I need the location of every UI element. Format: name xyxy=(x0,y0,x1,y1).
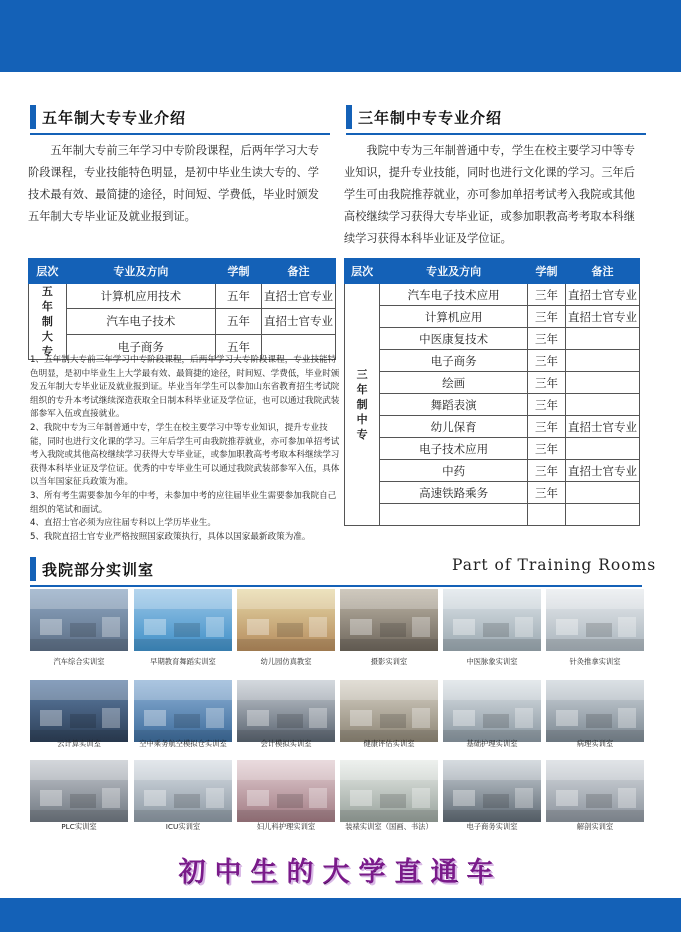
bottom-banner xyxy=(0,898,681,932)
years-cell: 三年 xyxy=(528,328,566,350)
training-room-photo xyxy=(443,760,541,822)
section-marker xyxy=(346,105,352,129)
training-room-caption: 装裱实训室（国画、书法） xyxy=(345,822,433,831)
years-cell: 三年 xyxy=(528,438,566,460)
major-cell: 高速铁路乘务 xyxy=(380,482,528,504)
major-cell: 绘画 xyxy=(380,372,528,394)
years-cell: 三年 xyxy=(528,460,566,482)
training-room-photo xyxy=(237,589,335,651)
training-room-caption: 基础护理实训室 xyxy=(466,739,518,748)
section-underline xyxy=(346,133,646,135)
note-cell: 直招士官专业 xyxy=(566,306,640,328)
section-marker xyxy=(30,105,36,129)
note-item: 3、所有考生需要参加今年的中考，未参加中考的应往届毕业生需要参加我院自己组织的笔试和面试。 xyxy=(30,490,337,515)
slogan: 初中生的大学直通车 xyxy=(178,857,503,888)
note-item: 2、我院中专为三年制普通中专，学生在校主要学习中等专业知识，提升专业技能，同时也进行文化课的学习。三年后学生可由我院推荐就业，亦可参加单招考试考入我院或其他高校继续学习获得大专毕业证，或参加职教高考考取本科继续学习获得本科毕业证及学位证。优秀的中专毕业生可以通过我院武装部参军入伍，具体以当年国家征兵政策为准。 xyxy=(30,422,340,488)
training-room-photo xyxy=(134,760,232,822)
three-year-table xyxy=(344,258,640,526)
header-major: 专业及方向 xyxy=(380,259,528,284)
major-cell: 计算机应用技术 xyxy=(66,284,215,309)
training-room-photo xyxy=(134,589,232,651)
note-item: 5、我院直招士官专业严格按照国家政策执行，具体以国家最新政策为准。 xyxy=(30,531,311,542)
five-year-title: 五年制大专专业介绍 xyxy=(42,108,187,127)
table-row xyxy=(345,438,640,460)
table-header-row xyxy=(29,259,336,284)
three-year-title: 三年制中专专业介绍 xyxy=(358,108,503,127)
years-cell: 三年 xyxy=(528,350,566,372)
note-cell: 直招士官专业 xyxy=(566,460,640,482)
five-year-section-header xyxy=(30,104,330,130)
note-cell: 直招士官专业 xyxy=(566,284,640,306)
years-cell: 三年 xyxy=(528,394,566,416)
training-room-photo xyxy=(30,760,128,822)
training-room-caption: 中医脉象实训室 xyxy=(466,657,518,666)
years-cell: 三年 xyxy=(528,482,566,504)
training-room-photo xyxy=(30,680,128,742)
major-cell: 中医康复技术 xyxy=(380,328,528,350)
table-row xyxy=(345,350,640,372)
intro-line: 五年制大专前三年学习中专阶段课程，后两年学习大专 xyxy=(50,144,319,157)
years-cell: 三年 xyxy=(528,416,566,438)
header-major: 专业及方向 xyxy=(66,259,215,284)
years-cell: 五年 xyxy=(216,334,262,359)
major-cell: 电子商务 xyxy=(66,334,215,359)
training-room-caption: 针灸推拿实训室 xyxy=(569,657,621,666)
table-header-row xyxy=(345,259,640,284)
table-row xyxy=(345,306,640,328)
level-cell xyxy=(345,284,380,526)
years-cell: 五年 xyxy=(216,309,262,334)
training-room-photo xyxy=(237,760,335,822)
intro-line: 我院中专为三年制普通中专，学生在校主要学习中等专 xyxy=(366,144,635,157)
training-room-photo xyxy=(546,760,644,822)
three-year-intro xyxy=(344,140,646,250)
table-row xyxy=(29,309,336,334)
five-year-table xyxy=(28,258,336,360)
intro-line: 学生可由我院推荐就业，亦可参加单招考试考入我院或其他 xyxy=(344,188,635,201)
major-cell: 计算机应用 xyxy=(380,306,528,328)
table-row xyxy=(345,394,640,416)
table-row xyxy=(345,328,640,350)
training-room-photo xyxy=(340,680,438,742)
training-room-caption: ICU实训室 xyxy=(165,822,201,831)
training-room-photo xyxy=(546,680,644,742)
major-cell: 汽车电子技术应用 xyxy=(380,284,528,306)
training-room-caption: 云计算实训室 xyxy=(57,739,101,748)
major-cell: 电子技术应用 xyxy=(380,438,528,460)
major-cell: 电子商务 xyxy=(380,350,528,372)
five-year-intro xyxy=(28,140,338,228)
intro-line: 五年制大专毕业证及就业报到证。 xyxy=(28,210,196,223)
top-banner xyxy=(0,0,681,72)
intro-line: 业知识，提升专业技能，同时也进行文化课的学习。三年后 xyxy=(344,166,635,179)
table-row xyxy=(345,416,640,438)
training-room-photo xyxy=(134,680,232,742)
training-title: 我院部分实训室 xyxy=(42,560,155,579)
table-row xyxy=(345,372,640,394)
header-note: 备注 xyxy=(566,259,640,284)
section-underline xyxy=(30,133,330,135)
training-room-photo xyxy=(546,589,644,651)
training-room-photo xyxy=(237,680,335,742)
note-item: 4、直招士官必须为应往届专科以上学历毕业生。 xyxy=(30,518,216,529)
level-text: 三年制中专 xyxy=(356,368,368,441)
note-cell xyxy=(566,438,640,460)
training-room-photo xyxy=(30,589,128,651)
years-cell: 三年 xyxy=(528,284,566,306)
three-year-section-header xyxy=(346,104,646,130)
level-text: 五年制大专 xyxy=(41,285,53,358)
training-room-caption: PLC实训室 xyxy=(61,822,97,831)
training-room-caption: 早期教育舞蹈实训室 xyxy=(150,657,216,666)
training-room-caption: 妇儿科护理实训室 xyxy=(256,822,316,831)
major-cell: 舞蹈表演 xyxy=(380,394,528,416)
note-cell xyxy=(566,394,640,416)
intro-line: 高校继续学习获得大专毕业证，或参加职教高考考取本科继 xyxy=(344,210,635,223)
notes-block xyxy=(30,354,340,544)
level-cell xyxy=(29,284,67,360)
note-item: 1、五年制大专前三年学习中专阶段课程，后两年学习大专阶段课程，专业技能特色明显，是初中毕业生上大学最有效、最简捷的途径，时间短、学费低，毕业时颁发五年制大专毕业证及就业报到证。毕业当年学生可以参加山东省教育招生考试院组织的专升本考试继续深造获取全日制本科毕业证及学位证，也可以通过我院武装部参军入伍或直接就业。 xyxy=(30,355,340,420)
training-room-photo xyxy=(340,760,438,822)
years-cell: 五年 xyxy=(216,284,262,309)
training-room-caption: 健康评估实训室 xyxy=(363,739,415,748)
intro-line: 技术最有效、最简捷的途径，时间短、学费低，毕业时颁发 xyxy=(28,188,319,201)
training-title-en: Part of Training Rooms xyxy=(452,556,657,574)
training-room-caption: 幼儿园仿真教室 xyxy=(260,657,312,666)
section-marker xyxy=(30,557,36,581)
intro-line: 续学习获得本科毕业证及学位证。 xyxy=(344,232,512,245)
training-room-photo xyxy=(443,680,541,742)
note-cell xyxy=(566,328,640,350)
note-cell xyxy=(566,504,640,526)
years-cell xyxy=(528,504,566,526)
header-years: 学制 xyxy=(216,259,262,284)
intro-line: 阶段课程，专业技能特色明显，是初中毕业生读大专的、学 xyxy=(28,166,319,179)
major-cell: 中药 xyxy=(380,460,528,482)
note-cell xyxy=(566,350,640,372)
training-room-caption: 摄影实训室 xyxy=(370,657,408,666)
note-cell: 直招士官专业 xyxy=(566,416,640,438)
note-cell: 直招士官专业 xyxy=(262,309,336,334)
table-row xyxy=(345,504,640,526)
training-room-photo xyxy=(443,589,541,651)
header-years: 学制 xyxy=(528,259,566,284)
table-row xyxy=(345,482,640,504)
major-cell: 汽车电子技术 xyxy=(66,309,215,334)
major-cell xyxy=(380,504,528,526)
header-level: 层次 xyxy=(345,259,380,284)
section-underline xyxy=(30,585,642,587)
training-room-caption: 汽车综合实训室 xyxy=(53,657,105,666)
training-room-caption: 电子商务实训室 xyxy=(466,822,518,831)
years-cell: 三年 xyxy=(528,372,566,394)
note-cell xyxy=(566,482,640,504)
header-note: 备注 xyxy=(262,259,336,284)
major-cell: 幼儿保育 xyxy=(380,416,528,438)
training-room-photo xyxy=(340,589,438,651)
training-room-caption: 病理实训室 xyxy=(576,739,614,748)
training-room-caption: 解剖实训室 xyxy=(576,822,614,831)
note-cell xyxy=(566,372,640,394)
header-level: 层次 xyxy=(29,259,67,284)
training-room-caption: 空中乘务航空模拟仓实训室 xyxy=(139,739,227,748)
training-room-caption: 会计模拟实训室 xyxy=(260,739,312,748)
table-row xyxy=(345,284,640,306)
table-row xyxy=(345,460,640,482)
note-cell: 直招士官专业 xyxy=(262,284,336,309)
table-row xyxy=(29,284,336,309)
years-cell: 三年 xyxy=(528,306,566,328)
